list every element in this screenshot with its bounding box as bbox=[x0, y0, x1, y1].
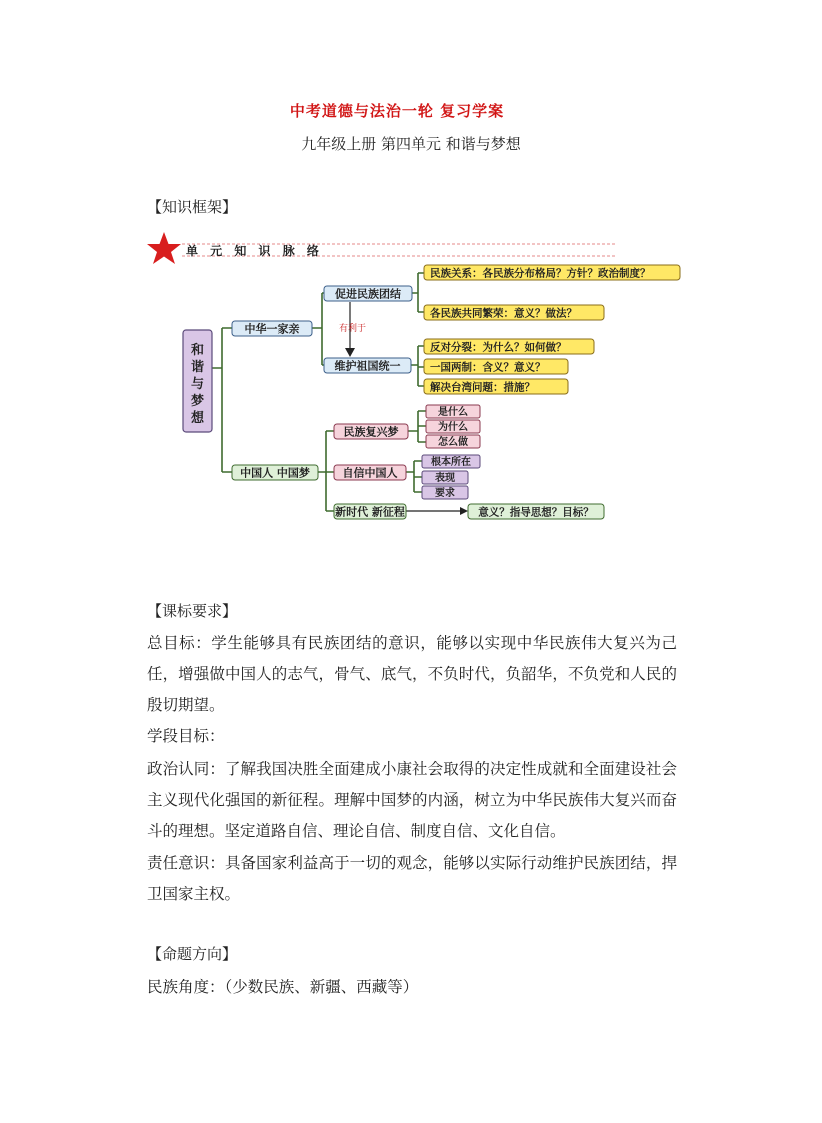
svg-text:新时代 新征程: 新时代 新征程 bbox=[335, 505, 405, 519]
reunify-item-2 bbox=[424, 359, 568, 374]
relation-label: 有利于 bbox=[339, 324, 367, 334]
banner bbox=[147, 232, 616, 264]
node-confident-chinese bbox=[334, 465, 406, 480]
svg-text:解决台湾问题：措施？: 解决台湾问题：措施？ bbox=[430, 381, 535, 394]
root-node bbox=[183, 330, 212, 432]
confident-item-2 bbox=[422, 471, 468, 484]
svg-text:要求: 要求 bbox=[435, 488, 455, 499]
overall-goal: 总目标：学生能够具有民族团结的意识，能够以实现中华民族伟大复兴为己任，增强做中国人的志气，骨气、底气，不负时代，负韶华，不负党和人民的殷切期望。 bbox=[147, 634, 677, 714]
node-new-era bbox=[334, 504, 406, 519]
svg-text:是什么: 是什么 bbox=[438, 407, 468, 418]
svg-text:各民族共同繁荣：意义？做法？: 各民族共同繁荣：意义？做法？ bbox=[430, 307, 577, 320]
direction-ethnic: 民族角度：（少数民族、新疆、西藏等） bbox=[147, 978, 419, 996]
confident-item-3 bbox=[422, 486, 468, 499]
svg-text:一国两制：含义？意义？: 一国两制：含义？意义？ bbox=[430, 361, 546, 374]
svg-text:表现: 表现 bbox=[435, 473, 455, 484]
branch-node-1 bbox=[232, 321, 312, 336]
svg-text:为什么: 为什么 bbox=[438, 422, 468, 433]
svg-text:民族复兴梦: 民族复兴梦 bbox=[343, 425, 399, 439]
svg-text:自信中国人: 自信中国人 bbox=[342, 466, 398, 480]
political-identity-goal: 政治认同：了解我国决胜全面建成小康社会取得的决定性成就和全面建设社会主义现代化强国的新征程。理解中国梦的内涵，树立为中华民族伟大复兴而奋斗的理想。坚定道路自信、理论自信、制度自信、文化自信。 bbox=[147, 760, 677, 840]
document-subtitle: 九年级上册 第四单元 和谐与梦想 bbox=[301, 135, 521, 153]
root-char-4: 梦 bbox=[190, 394, 205, 409]
root-char-5: 想 bbox=[190, 411, 205, 426]
svg-text:中国人 中国梦: 中国人 中国梦 bbox=[240, 466, 310, 480]
svg-text:中华一家亲: 中华一家亲 bbox=[244, 322, 300, 336]
stage-goal-label: 学段目标： bbox=[147, 727, 225, 745]
section-heading-framework: 【知识框架】 bbox=[147, 198, 238, 216]
banner-label: 单 元 知 识 脉 络 bbox=[186, 244, 323, 258]
root-char-2: 谐 bbox=[190, 360, 205, 375]
section-heading-direction: 【命题方向】 bbox=[147, 945, 238, 963]
dream-item-3 bbox=[426, 435, 480, 448]
node-rejuvenation-dream bbox=[334, 424, 408, 439]
dream-item-1 bbox=[426, 405, 480, 418]
branch-node-2 bbox=[232, 465, 318, 480]
node-reunify bbox=[324, 358, 411, 373]
knowledge-mindmap bbox=[146, 226, 651, 526]
unity-item-1 bbox=[424, 265, 680, 280]
svg-text:根本所在: 根本所在 bbox=[431, 457, 471, 468]
svg-text:维护祖国统一: 维护祖国统一 bbox=[334, 359, 401, 373]
star-icon bbox=[147, 232, 181, 264]
svg-text:民族关系：各民族分布格局？方针？政治制度？: 民族关系：各民族分布格局？方针？政治制度？ bbox=[430, 267, 651, 280]
reunify-item-1 bbox=[424, 339, 594, 354]
relation-arrow bbox=[339, 302, 366, 357]
svg-text:反对分裂：为什么？如何做？: 反对分裂：为什么？如何做？ bbox=[430, 341, 567, 354]
document-title: 中考道德与法治一轮 复习学案 bbox=[289, 102, 505, 120]
svg-text:促进民族团结: 促进民族团结 bbox=[335, 287, 401, 301]
svg-text:怎么做: 怎么做 bbox=[438, 437, 468, 448]
new-era-item bbox=[468, 504, 604, 519]
root-char-3: 与 bbox=[190, 377, 205, 392]
confident-item-1 bbox=[422, 455, 480, 468]
section-heading-standards: 【课标要求】 bbox=[147, 602, 238, 620]
svg-text:意义？指导思想？目标？: 意义？指导思想？目标？ bbox=[478, 506, 594, 519]
reunify-item-3 bbox=[424, 379, 568, 394]
dream-item-2 bbox=[426, 420, 480, 433]
unity-item-2 bbox=[424, 305, 604, 320]
node-unity bbox=[324, 286, 412, 301]
root-char-1: 和 bbox=[190, 343, 205, 358]
responsibility-goal: 责任意识：具备国家利益高于一切的观念，能够以实际行动维护民族团结，捍卫国家主权。 bbox=[147, 854, 677, 903]
